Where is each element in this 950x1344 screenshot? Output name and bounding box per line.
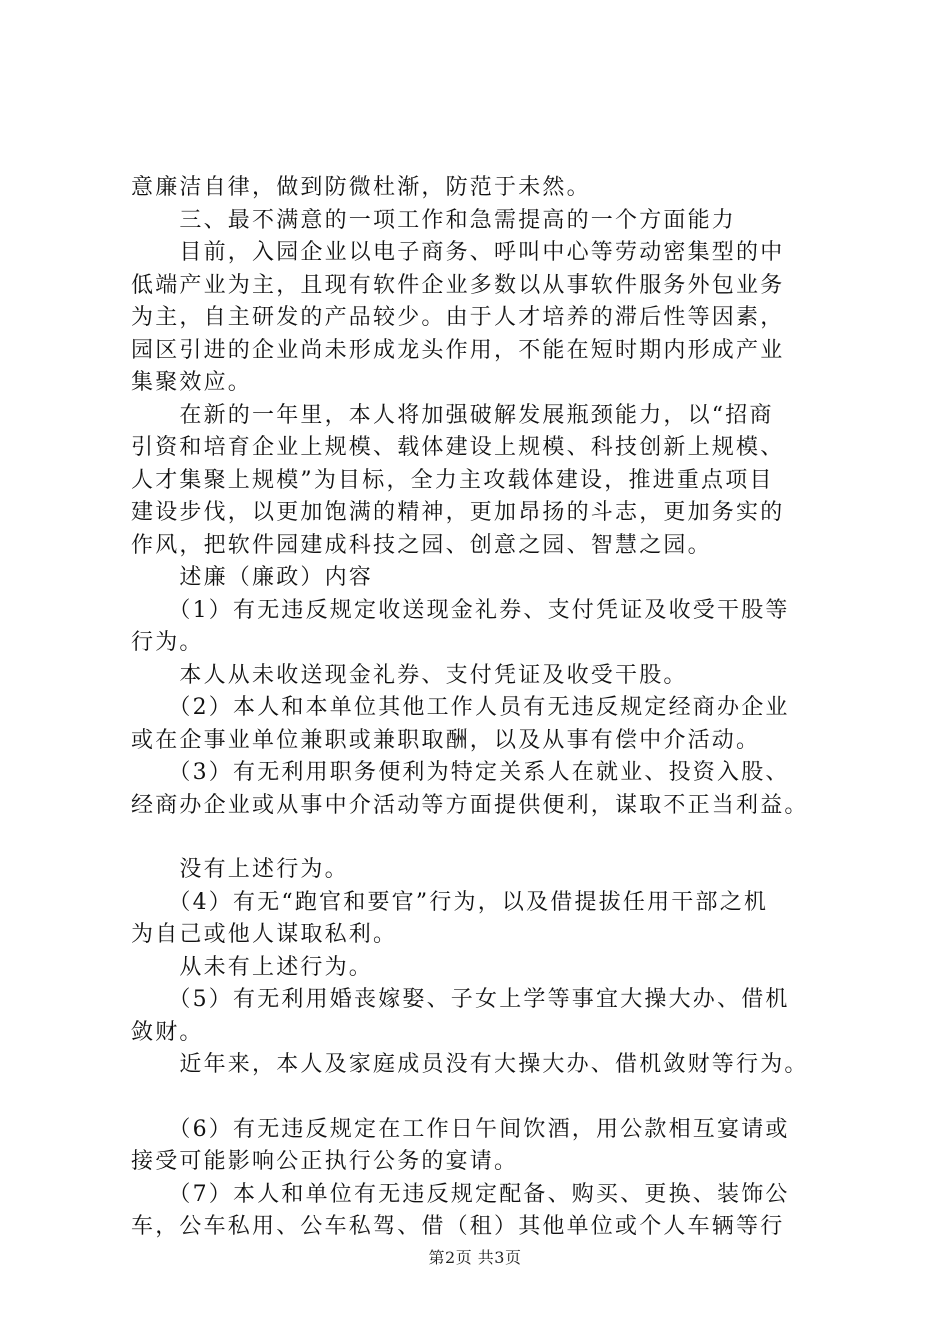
text-line: 为自己或他人谋取私利。 xyxy=(131,922,398,947)
text-line: 行为。 xyxy=(131,630,204,655)
text-line: （6）有无违反规定在工作日午间饮酒，用公款相互宴请或 xyxy=(131,1116,790,1142)
text-line: 建设步伐，以更加饱满的精神，更加昂扬的斗志，更加务实的 xyxy=(131,500,785,525)
text-line: 意廉洁自律，做到防微杜渐，防范于未然。 xyxy=(131,175,591,200)
text-line: （1）有无违反规定收送现金礼券、支付凭证及收受干股等 xyxy=(131,597,790,623)
text-line: 低端产业为主，且现有软件企业多数以从事软件服务外包业务 xyxy=(131,272,785,298)
text-line: 作风，把软件园建成科技之园、创意之园、智慧之园。 xyxy=(131,532,712,558)
text-line: 目前，入园企业以电子商务、呼叫中心等劳动密集型的中 xyxy=(131,240,785,265)
text-line: 人才集聚上规模”为目标，全力主攻载体建设，推进重点项目 xyxy=(131,467,774,493)
section-heading: 三、最不满意的一项工作和急需提高的一个方面能力 xyxy=(131,207,737,233)
text-line: （4）有无“跑官和要官”行为，以及借提拔任用干部之机 xyxy=(131,889,769,915)
text-line: 为主，自主研发的产品较少。由于人才培养的滞后性等因素， xyxy=(131,305,785,330)
text-line: 敛财。 xyxy=(131,1019,204,1045)
text-line: 接受可能影响公正执行公务的宴请。 xyxy=(131,1149,519,1174)
section-heading: 述廉（廉政）内容 xyxy=(131,565,374,590)
text-line: （2）本人和本单位其他工作人员有无违反规定经商办企业 xyxy=(131,695,790,720)
text-line: 集聚效应。 xyxy=(131,370,253,395)
text-line: 没有上述行为。 xyxy=(131,857,349,882)
text-line: 车，公车私用、公车私驾、借（租）其他单位或个人车辆等行 xyxy=(131,1214,785,1239)
document-body xyxy=(131,172,841,1244)
text-line: （3）有无利用职务便利为特定关系人在就业、投资入股、 xyxy=(131,760,790,785)
text-line: 本人从未收送现金礼券、支付凭证及收受干股。 xyxy=(131,662,688,688)
text-line: 引资和培育企业上规模、载体建设上规模、科技创新上规模、 xyxy=(131,435,785,460)
text-line: 园区引进的企业尚未形成龙头作用，不能在短时期内形成产业 xyxy=(131,337,785,363)
text-line: 近年来，本人及家庭成员没有大操大办、借机敛财等行为。 xyxy=(131,1052,809,1077)
text-line: 经商办企业或从事中介活动等方面提供便利，谋取不正当利益。 xyxy=(131,792,809,818)
text-line: （5）有无利用婚丧嫁娶、子女上学等事宜大操大办、借机 xyxy=(131,987,790,1012)
text-line: 从未有上述行为。 xyxy=(131,954,374,980)
text-line: 或在企事业单位兼职或兼职取酬，以及从事有偿中介活动。 xyxy=(131,727,761,753)
text-line: （7）本人和单位有无违反规定配备、购买、更换、装饰公 xyxy=(131,1181,790,1207)
page-number-footer: 第2页 共3页 xyxy=(428,1248,522,1267)
text-line: 在新的一年里，本人将加强破解发展瓶颈能力，以“招商 xyxy=(131,402,774,428)
